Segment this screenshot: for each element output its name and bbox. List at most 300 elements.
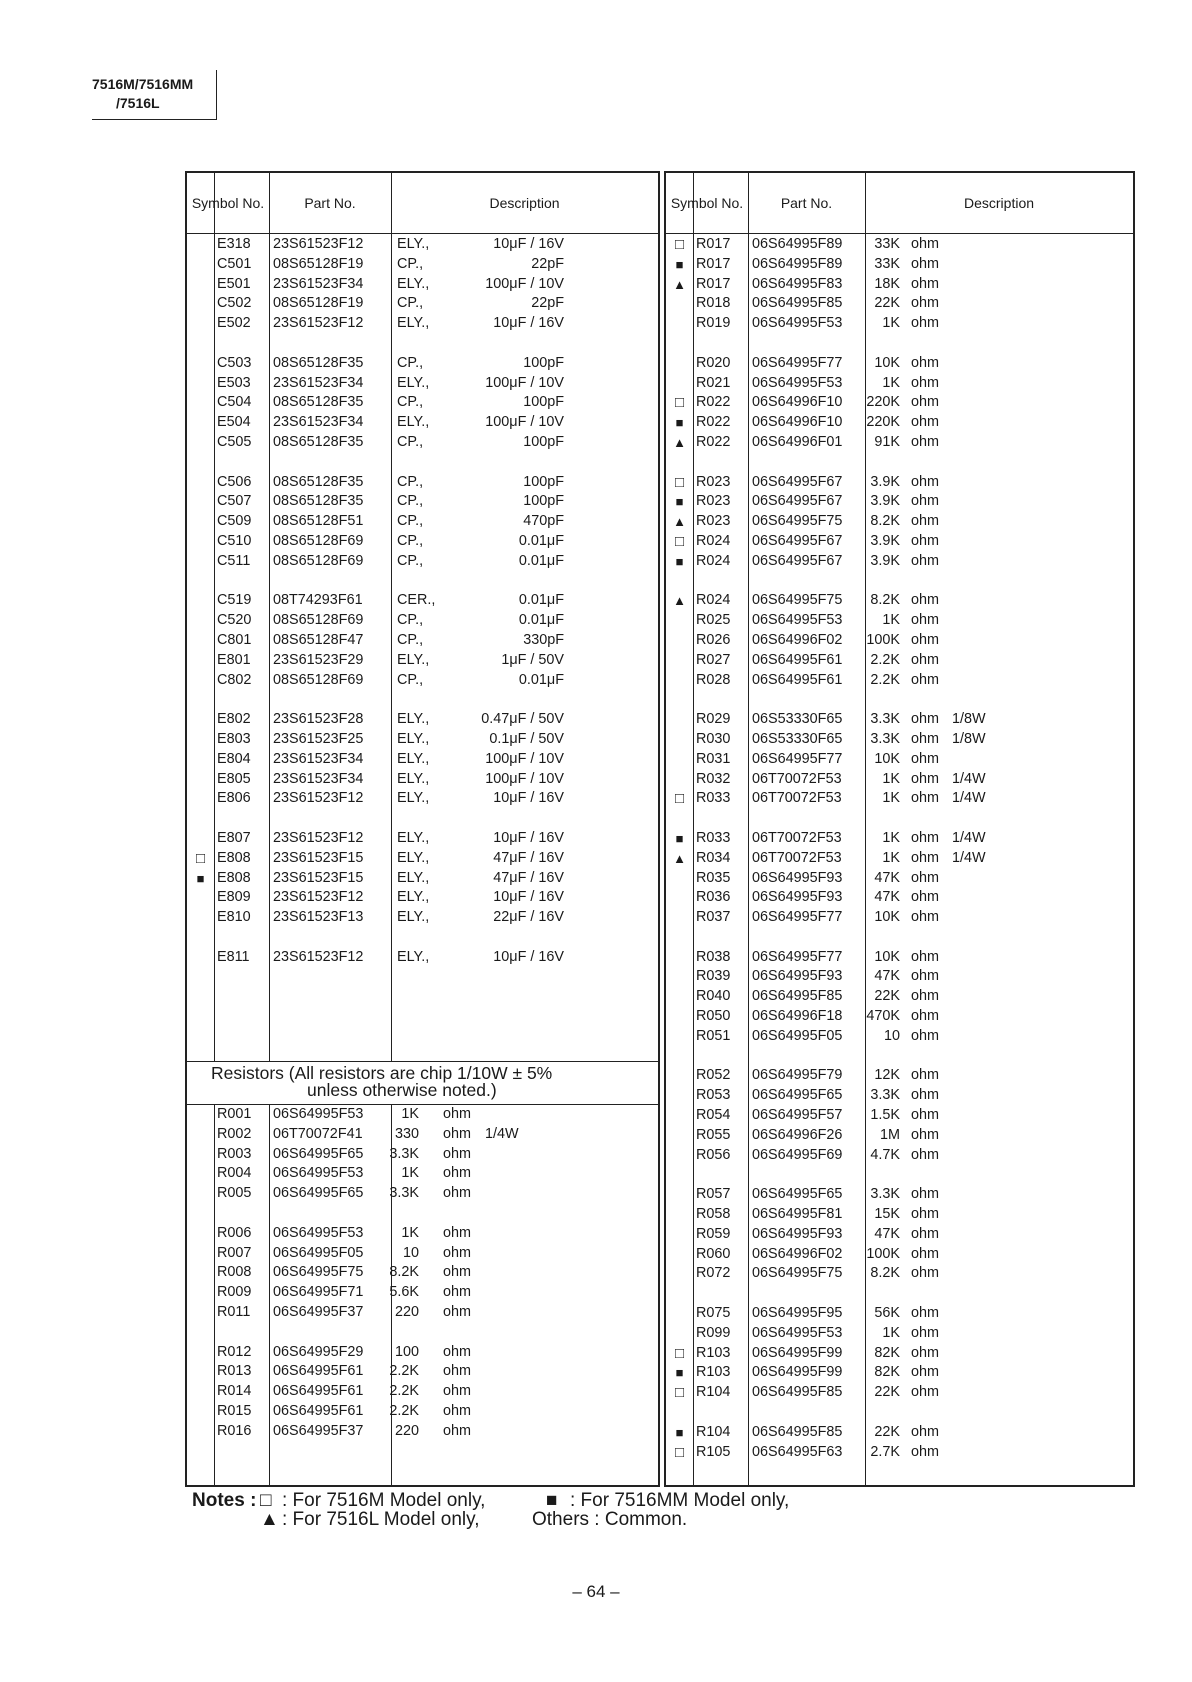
type-cell: ELY., xyxy=(397,651,430,668)
part-number-cell: 23S61523F15 xyxy=(273,869,364,886)
table-row xyxy=(187,1145,658,1165)
type-cell: CP., xyxy=(397,552,424,569)
part-number-cell: 08S65128F35 xyxy=(273,493,364,510)
part-number-cell: 08S65128F69 xyxy=(273,671,364,688)
unit-cell: ohm xyxy=(443,1224,471,1241)
part-number-cell: 06S64996F26 xyxy=(752,1126,843,1143)
symbol-cell: R072 xyxy=(696,1265,731,1282)
unit-cell: ohm xyxy=(911,948,939,965)
description-header: Description xyxy=(963,195,1035,211)
table-row xyxy=(666,374,1133,394)
part-number-cell: 06S64995F69 xyxy=(752,1146,843,1163)
table-row xyxy=(666,413,1133,433)
symbol-cell: E810 xyxy=(217,909,251,926)
value-cell: 3.9K xyxy=(870,552,900,569)
symbol-cell: R059 xyxy=(696,1225,731,1242)
note-common: Others : Common. xyxy=(532,1509,688,1530)
triangle-icon: ▲ xyxy=(673,593,686,609)
value-cell: 1K xyxy=(882,849,900,866)
unit-cell: ohm xyxy=(911,315,939,332)
part-number-cell: 08S65128F51 xyxy=(273,513,364,530)
table-row xyxy=(666,354,1133,374)
triangle-icon: ▲ xyxy=(673,276,686,292)
value-cell: 22K xyxy=(874,1423,900,1440)
value-cell: 3.9K xyxy=(870,493,900,510)
value-cell: 2.2K xyxy=(870,671,900,688)
part-number-cell: 06S64995F61 xyxy=(273,1383,364,1400)
row-gap xyxy=(187,809,658,829)
part-number-cell: 06S64996F02 xyxy=(752,1245,843,1262)
table-row xyxy=(187,492,658,512)
part-number-cell: 23S61523F12 xyxy=(273,236,364,252)
symbol-cell: R056 xyxy=(696,1146,731,1163)
unit-cell: ohm xyxy=(911,1443,939,1460)
table-row xyxy=(187,314,658,334)
value-cell: 1K xyxy=(882,1324,900,1341)
resistor-note-line2: unless otherwise noted.) xyxy=(307,1080,497,1100)
table-row xyxy=(666,1304,1133,1324)
part-number-cell: 06S64995F95 xyxy=(752,1305,843,1322)
open-square-icon: □ xyxy=(260,1490,272,1511)
part-number-cell: 08T74293F61 xyxy=(273,592,363,609)
unit-cell: ohm xyxy=(443,1383,471,1400)
part-number-cell: 23S61523F34 xyxy=(273,770,364,787)
part-number-cell: 06S64995F85 xyxy=(752,295,843,312)
unit-cell: ohm xyxy=(911,1324,939,1341)
table-row xyxy=(187,1283,658,1303)
value-cell: 1M xyxy=(880,1126,900,1143)
part-number-cell: 06S64995F79 xyxy=(752,1067,843,1084)
table-row xyxy=(666,651,1133,671)
value-cell: 220K xyxy=(866,414,900,431)
row-gap xyxy=(666,809,1133,829)
unit-cell: ohm xyxy=(911,1027,939,1044)
symbol-cell: R014 xyxy=(217,1383,252,1400)
value-cell: 82K xyxy=(874,1344,900,1361)
part-number-cell: 06S64995F93 xyxy=(752,1225,843,1242)
table-row xyxy=(187,730,658,750)
part-number-cell: 06T70072F41 xyxy=(273,1125,363,1142)
table-row xyxy=(187,1303,658,1323)
table-row xyxy=(666,829,1133,849)
symbol-cell: C503 xyxy=(217,354,252,371)
symbol-cell: R018 xyxy=(696,295,731,312)
value-cell: 1K xyxy=(882,315,900,332)
table-row xyxy=(187,354,658,374)
value-cell: 1K xyxy=(401,1165,419,1182)
value-cell: 3.3K xyxy=(870,711,900,728)
part-number-cell: 06S64995F85 xyxy=(752,988,843,1005)
table-row xyxy=(666,1126,1133,1146)
symbol-cell: R016 xyxy=(217,1422,252,1439)
value-cell: 15K xyxy=(874,1206,900,1223)
symbol-cell: R031 xyxy=(696,750,731,767)
value-cell: 1.5K xyxy=(870,1107,900,1124)
part-number-cell: 23S61523F12 xyxy=(273,790,364,807)
value-cell: 470pF xyxy=(523,513,564,530)
resistor-note-line1: Resistors (All resistors are chip 1/10W ± 5% xyxy=(211,1063,553,1083)
table-row xyxy=(187,1402,658,1422)
unit-cell: ohm xyxy=(911,275,939,292)
filled-square-icon: ■ xyxy=(675,415,684,431)
parts-table-left xyxy=(185,171,660,1487)
value-cell: 0.01μF xyxy=(518,592,564,609)
table-row xyxy=(666,1344,1133,1364)
part-number-cell: 06S64995F77 xyxy=(752,354,843,371)
parts-table-right xyxy=(664,171,1135,1487)
symbol-cell: R024 xyxy=(696,592,731,609)
note-7516m: : For 7516M Model only, xyxy=(282,1490,486,1511)
value-cell: 3.3K xyxy=(389,1185,419,1202)
symbol-cell: R104 xyxy=(696,1423,731,1440)
unit-cell: ohm xyxy=(911,1206,939,1223)
open-square-icon: □ xyxy=(674,394,685,412)
symbol-cell: R022 xyxy=(696,394,731,411)
part-number-cell: 08S65128F47 xyxy=(273,631,364,648)
part-number-cell: 06S64995F61 xyxy=(752,651,843,668)
value-cell: 2.7K xyxy=(870,1443,900,1460)
unit-cell: ohm xyxy=(443,1402,471,1419)
value-cell: 100μF / 10V xyxy=(485,750,564,767)
symbol-cell: R057 xyxy=(696,1186,731,1203)
value-cell: 12K xyxy=(874,1067,900,1084)
unit-cell: ohm xyxy=(911,711,939,728)
unit-cell: ohm xyxy=(911,236,939,252)
table-row xyxy=(187,1105,658,1125)
unit-cell: ohm xyxy=(911,1067,939,1084)
value-cell: 100pF xyxy=(523,493,564,510)
table-row xyxy=(666,1264,1133,1284)
unit-cell: ohm xyxy=(911,1423,939,1440)
symbol-cell: C501 xyxy=(217,255,252,272)
part-number-cell: 08S65128F69 xyxy=(273,552,364,569)
unit-cell: ohm xyxy=(911,592,939,609)
table-row xyxy=(666,1363,1133,1383)
symbol-cell: R007 xyxy=(217,1244,252,1261)
symbol-header: Symbol No. xyxy=(670,195,744,211)
model-header-line2: /7516L xyxy=(116,95,160,111)
type-cell: ELY., xyxy=(397,889,430,906)
part-number-cell: 06S64996F02 xyxy=(752,631,843,648)
table-row xyxy=(666,1146,1133,1166)
table-row xyxy=(666,948,1133,968)
table-row xyxy=(666,473,1133,493)
symbol-cell: E808 xyxy=(217,849,251,866)
value-cell: 8.2K xyxy=(389,1264,419,1281)
row-gap xyxy=(187,690,658,710)
part-number-cell: 08S65128F35 xyxy=(273,433,364,450)
table-row xyxy=(666,1066,1133,1086)
table-row xyxy=(666,710,1133,730)
part-number-cell: 23S61523F15 xyxy=(273,849,364,866)
value-cell: 220 xyxy=(394,1303,419,1320)
table-row xyxy=(187,789,658,809)
table-row xyxy=(187,1382,658,1402)
table-row xyxy=(666,908,1133,928)
symbol-cell: R027 xyxy=(696,651,731,668)
symbol-cell: R019 xyxy=(696,315,731,332)
part-number-cell: 06S64995F75 xyxy=(752,592,843,609)
unit-cell: ohm xyxy=(911,374,939,391)
note-7516l: : For 7516L Model only, xyxy=(282,1509,480,1530)
value-cell: 2.2K xyxy=(389,1383,419,1400)
table-row xyxy=(666,967,1133,987)
table-row xyxy=(187,255,658,275)
unit-cell: ohm xyxy=(911,1225,939,1242)
symbol-cell: E806 xyxy=(217,790,251,807)
row-gap xyxy=(666,334,1133,354)
value-cell: 10 xyxy=(402,1244,419,1261)
unit-cell: ohm xyxy=(911,433,939,450)
part-number-cell: 06S64995F37 xyxy=(273,1422,364,1439)
wattage-cell: 1/4W xyxy=(485,1125,519,1142)
part-number-cell: 06S64995F65 xyxy=(273,1185,364,1202)
symbol-cell: R026 xyxy=(696,631,731,648)
part-number-cell: 06S64995F85 xyxy=(752,1423,843,1440)
symbol-cell: R033 xyxy=(696,829,731,846)
type-cell: ELY., xyxy=(397,869,430,886)
open-square-icon: □ xyxy=(674,1344,685,1362)
part-number-cell: 06S64995F53 xyxy=(273,1224,364,1241)
description-header: Description xyxy=(489,195,560,211)
type-cell: ELY., xyxy=(397,790,430,807)
unit-cell: ohm xyxy=(443,1185,471,1202)
unit-cell: ohm xyxy=(443,1343,471,1360)
part-number-cell: 06S64995F29 xyxy=(273,1343,364,1360)
table-row xyxy=(666,433,1133,453)
value-cell: 1K xyxy=(401,1106,419,1122)
symbol-cell: E501 xyxy=(217,275,251,292)
value-cell: 3.3K xyxy=(870,1186,900,1203)
unit-cell: ohm xyxy=(911,1245,939,1262)
table-row xyxy=(666,393,1133,413)
value-cell: 47μF / 16V xyxy=(493,849,564,866)
unit-cell: ohm xyxy=(911,532,939,549)
row-gap xyxy=(666,1047,1133,1067)
part-number-cell: 06S64995F89 xyxy=(752,236,843,252)
symbol-cell: R050 xyxy=(696,1008,731,1025)
table-row xyxy=(187,512,658,532)
type-cell: ELY., xyxy=(397,750,430,767)
part-number-cell: 06S64995F53 xyxy=(752,612,843,629)
table-row xyxy=(187,1125,658,1145)
type-cell: ELY., xyxy=(397,948,430,965)
unit-cell: ohm xyxy=(911,889,939,906)
part-number-cell: 23S61523F25 xyxy=(273,730,364,747)
filled-square-icon: ■ xyxy=(196,870,205,886)
value-cell: 22pF xyxy=(531,255,564,272)
unit-cell: ohm xyxy=(911,552,939,569)
value-cell: 3.9K xyxy=(870,473,900,490)
value-cell: 0.01μF xyxy=(518,671,564,688)
symbol-cell: R023 xyxy=(696,513,731,530)
triangle-icon: ▲ xyxy=(673,850,686,866)
type-cell: CP., xyxy=(397,295,424,312)
symbol-cell: R020 xyxy=(696,354,731,371)
value-cell: 47K xyxy=(874,889,900,906)
symbol-cell: R055 xyxy=(696,1126,731,1143)
symbol-header: Symbol No. xyxy=(191,195,265,211)
table-row xyxy=(187,532,658,552)
part-number-cell: 08S65128F19 xyxy=(273,295,364,312)
value-cell: 220K xyxy=(866,394,900,411)
type-cell: ELY., xyxy=(397,374,430,391)
table-row xyxy=(666,730,1133,750)
triangle-icon: ▲ xyxy=(673,434,686,450)
symbol-cell: C510 xyxy=(217,532,252,549)
part-number-cell: 06S64995F53 xyxy=(752,1324,843,1341)
part-number-cell: 06S64995F53 xyxy=(273,1165,364,1182)
part-number-cell: 23S61523F34 xyxy=(273,275,364,292)
table-row xyxy=(187,1422,658,1442)
unit-cell: ohm xyxy=(911,968,939,985)
part-number-cell: 08S65128F35 xyxy=(273,354,364,371)
unit-cell: ohm xyxy=(911,1305,939,1322)
table-row xyxy=(187,1224,658,1244)
part-number-cell: 06S64995F67 xyxy=(752,532,843,549)
value-cell: 10μF / 16V xyxy=(493,790,564,807)
value-cell: 2.2K xyxy=(389,1363,419,1380)
symbol-cell: C509 xyxy=(217,513,252,530)
table-row xyxy=(666,294,1133,314)
value-cell: 3.9K xyxy=(870,532,900,549)
type-cell: CP., xyxy=(397,255,424,272)
value-cell: 22K xyxy=(874,295,900,312)
value-cell: 2.2K xyxy=(389,1402,419,1419)
unit-cell: ohm xyxy=(443,1264,471,1281)
unit-cell: ohm xyxy=(911,1008,939,1025)
value-cell: 100pF xyxy=(523,433,564,450)
symbol-cell: C802 xyxy=(217,671,252,688)
type-cell: CP., xyxy=(397,532,424,549)
symbol-cell: R025 xyxy=(696,612,731,629)
value-cell: 56K xyxy=(874,1305,900,1322)
part-number-cell: 06S64995F93 xyxy=(752,869,843,886)
part-number-cell: 08S65128F69 xyxy=(273,532,364,549)
row-gap xyxy=(666,928,1133,948)
unit-cell: ohm xyxy=(911,750,939,767)
value-cell: 10μF / 16V xyxy=(493,829,564,846)
symbol-cell: C507 xyxy=(217,493,252,510)
unit-cell: ohm xyxy=(911,1146,939,1163)
symbol-cell: R040 xyxy=(696,988,731,1005)
symbol-cell: R001 xyxy=(217,1106,252,1122)
part-number-cell: 06T70072F53 xyxy=(752,790,842,807)
open-square-icon: □ xyxy=(674,236,685,253)
symbol-cell: E318 xyxy=(217,236,251,252)
value-cell: 4.7K xyxy=(870,1146,900,1163)
value-cell: 1K xyxy=(882,374,900,391)
symbol-cell: R103 xyxy=(696,1344,731,1361)
table-row xyxy=(666,869,1133,889)
symbol-cell: E504 xyxy=(217,414,251,431)
value-cell: 10μF / 16V xyxy=(493,889,564,906)
value-cell: 1K xyxy=(882,790,900,807)
value-cell: 100μF / 10V xyxy=(485,374,564,391)
symbol-cell: R037 xyxy=(696,909,731,926)
part-number-cell: 06S64995F05 xyxy=(273,1244,364,1261)
unit-cell: ohm xyxy=(443,1106,471,1122)
resistor-note xyxy=(187,1061,658,1105)
part-number-cell: 06S64995F63 xyxy=(752,1443,843,1460)
symbol-cell: R012 xyxy=(217,1343,252,1360)
part-number-cell: 06S64995F99 xyxy=(752,1344,843,1361)
filled-square-icon: ■ xyxy=(546,1490,558,1511)
part-header: Part No. xyxy=(780,195,833,211)
symbol-cell: R017 xyxy=(696,275,731,292)
type-cell: ELY., xyxy=(397,770,430,787)
table-row xyxy=(187,888,658,908)
part-number-cell: 06S64995F77 xyxy=(752,948,843,965)
symbol-cell: R002 xyxy=(217,1125,252,1142)
symbol-cell: C511 xyxy=(217,552,251,569)
value-cell: 100pF xyxy=(523,354,564,371)
symbol-cell: E803 xyxy=(217,730,251,747)
table-row xyxy=(187,631,658,651)
value-cell: 10μF / 16V xyxy=(493,948,564,965)
table-row xyxy=(187,611,658,631)
symbol-cell: C505 xyxy=(217,433,252,450)
table-row xyxy=(187,908,658,928)
open-square-icon: □ xyxy=(674,1384,685,1402)
symbol-cell: R013 xyxy=(217,1363,252,1380)
value-cell: 91K xyxy=(874,433,900,450)
unit-cell: ohm xyxy=(911,829,939,846)
table-row xyxy=(187,948,658,968)
table-row xyxy=(187,275,658,295)
part-number-cell: 06S64995F65 xyxy=(273,1145,364,1162)
triangle-icon: ▲ xyxy=(673,514,686,530)
table-row xyxy=(187,1244,658,1264)
symbol-cell: E807 xyxy=(217,829,251,846)
row-gap xyxy=(187,334,658,354)
value-cell: 8.2K xyxy=(870,592,900,609)
part-number-cell: 06S64995F77 xyxy=(752,909,843,926)
unit-cell: ohm xyxy=(443,1363,471,1380)
unit-cell: ohm xyxy=(911,1087,939,1104)
unit-cell: ohm xyxy=(911,1364,939,1381)
table-row xyxy=(666,492,1133,512)
part-number-cell: 23S61523F29 xyxy=(273,651,364,668)
type-cell: ELY., xyxy=(397,849,430,866)
symbol-cell: R035 xyxy=(696,869,731,886)
filled-square-icon: ■ xyxy=(675,256,684,272)
row-gap xyxy=(187,1204,658,1224)
unit-cell: ohm xyxy=(911,1126,939,1143)
part-number-cell: 06S64995F99 xyxy=(752,1364,843,1381)
symbol-cell: R028 xyxy=(696,671,731,688)
symbol-cell: R017 xyxy=(696,236,731,252)
part-number-cell: 08S65128F19 xyxy=(273,255,364,272)
table-row xyxy=(187,849,658,869)
unit-cell: ohm xyxy=(911,1384,939,1401)
type-cell: CER., xyxy=(397,592,436,609)
unit-cell: ohm xyxy=(443,1145,471,1162)
symbol-cell: R075 xyxy=(696,1305,731,1322)
symbol-cell: R023 xyxy=(696,473,731,490)
table-row xyxy=(187,433,658,453)
symbol-cell: E805 xyxy=(217,770,251,787)
type-cell: ELY., xyxy=(397,315,430,332)
part-number-cell: 23S61523F12 xyxy=(273,315,364,332)
open-square-icon: □ xyxy=(674,1443,685,1461)
symbol-cell: C506 xyxy=(217,473,252,490)
wattage-cell: 1/8W xyxy=(952,730,986,747)
symbol-cell: R039 xyxy=(696,968,731,985)
part-number-cell: 06S64995F75 xyxy=(273,1264,364,1281)
symbol-cell: C519 xyxy=(217,592,252,609)
table-row xyxy=(666,750,1133,770)
